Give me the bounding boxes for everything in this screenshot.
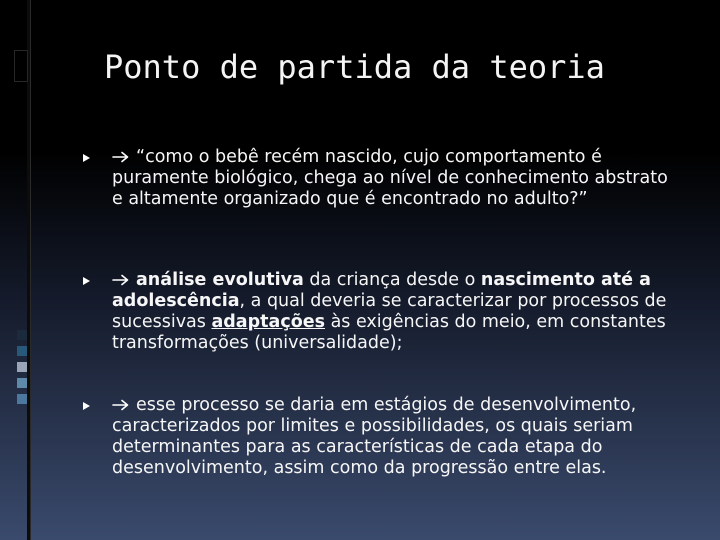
arrow-right-icon xyxy=(112,274,130,286)
bullet-item-3 xyxy=(88,395,668,479)
deco-square-5 xyxy=(17,394,27,404)
bullet-2-run-1: análise evolutiva xyxy=(136,270,304,290)
bullet-2-run-3: nascimento até a adolescência xyxy=(112,270,651,311)
arrow-right-icon xyxy=(112,151,130,163)
bullet-2-run-2: da criança desde o xyxy=(303,270,481,290)
bullet-marker-icon xyxy=(83,402,90,410)
bullet-2-run-5: adaptações xyxy=(211,312,325,332)
bullet-2-run-4: , a qual deveria se caracterizar por processos de sucessivas xyxy=(112,291,667,332)
bullet-1-text: “como o bebê recém nascido, cujo comportamento é puramente biológico, chega ao nível de conhecimento abstrato e altamente organizado que é encontrado no adulto?” xyxy=(112,147,668,209)
bullet-item-2 xyxy=(88,270,668,354)
deco-black-square xyxy=(14,50,28,82)
deco-square-3 xyxy=(17,362,27,372)
deco-square-2 xyxy=(17,346,27,356)
bullet-item-1 xyxy=(88,147,668,210)
bullet-marker-icon xyxy=(83,154,90,162)
arrow-right-icon xyxy=(112,399,130,411)
bullet-3-text: esse processo se daria em estágios de desenvolvimento, caracterizados por limites e possibilidades, os quais seriam determinantes para as características de cada etapa do desenvolvimento, assim como da progressão entre elas. xyxy=(112,395,637,478)
deco-square-4 xyxy=(17,378,27,388)
deco-square-1 xyxy=(17,330,27,340)
bullet-marker-icon xyxy=(83,277,90,285)
bullet-2-run-6: às exigências do meio, em constantes transformações (universalidade); xyxy=(112,312,666,353)
slide-title: Ponto de partida da teoria xyxy=(104,48,605,86)
